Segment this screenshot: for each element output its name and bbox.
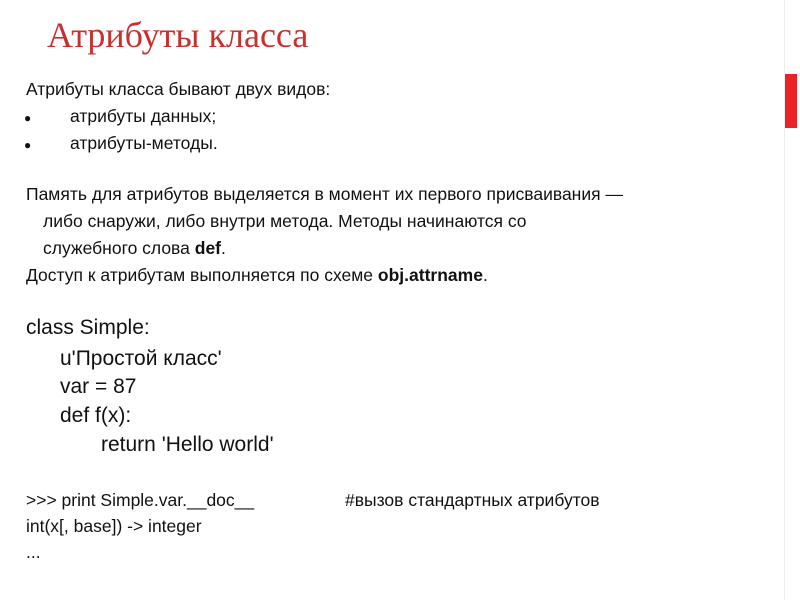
- code-line-return: return 'Hello world': [101, 433, 274, 456]
- bullet-marker-1: ●: [24, 111, 32, 125]
- access-text-suffix: .: [482, 265, 488, 285]
- memory-text-line-2: либо снаружи, либо внутри метода. Методы начинаются со: [43, 211, 527, 231]
- code-line-class: class Simple:: [26, 316, 150, 339]
- example-ellipsis: ...: [26, 542, 41, 562]
- attrname-keyword: obj.attrname: [377, 265, 483, 285]
- def-keyword: def: [194, 238, 221, 258]
- accent-tab: [785, 74, 797, 128]
- code-line-var: var = 87: [60, 375, 137, 398]
- memory-text-suffix: .: [221, 238, 226, 258]
- access-text: [26, 265, 488, 286]
- memory-text-prefix: служебного слова: [43, 238, 195, 258]
- example-comment: #вызов стандартных атрибутов: [345, 490, 600, 510]
- example-output: int(x[, base]) -> integer: [26, 516, 202, 536]
- bullet-marker-2: ●: [24, 138, 32, 152]
- example-command: >>> print Simple.var.__doc__: [26, 490, 255, 510]
- slide-edge-decoration: [775, 0, 800, 600]
- code-line-def: def f(x):: [60, 404, 132, 427]
- memory-text-line-1: Память для атрибутов выделяется в момент их первого присваивания —: [26, 184, 623, 204]
- intro-text: Атрибуты класса бывают двух видов:: [26, 79, 331, 99]
- memory-text-line-3: [43, 238, 226, 259]
- bullet-item-method-attributes: атрибуты-методы.: [70, 133, 218, 153]
- code-line-docstring: u'Простой класс': [60, 347, 222, 370]
- slide-title: Атрибуты класса: [47, 15, 309, 55]
- access-text-prefix: Доступ к атрибутам выполняется по схеме: [26, 265, 378, 285]
- bullet-item-data-attributes: атрибуты данных;: [70, 106, 217, 126]
